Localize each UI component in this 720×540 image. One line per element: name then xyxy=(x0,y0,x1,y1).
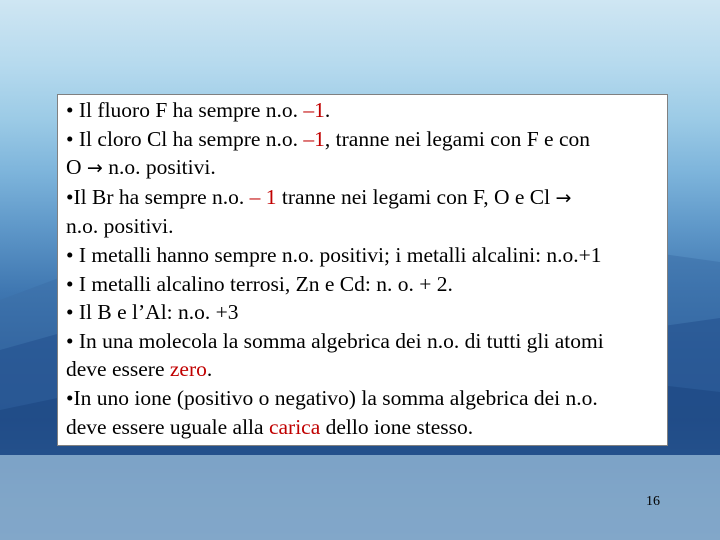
highlighted-value: –1 xyxy=(303,98,325,122)
bullet-molecola: • In una molecola la somma algebrica dei n.o. di tutti gli atomi xyxy=(66,328,604,353)
bullet-fluoro xyxy=(66,96,667,125)
bullet-ione-continued xyxy=(66,413,667,442)
right-arrow-icon: → xyxy=(555,186,572,209)
text-segment: . xyxy=(206,357,213,382)
slide-page-number: 16 xyxy=(646,494,660,509)
text-segment: O xyxy=(66,155,87,180)
bullet-boro-alluminio: • Il B e l’Al: n.o. +3 xyxy=(66,300,239,325)
bullet-metalli: • I metalli hanno sempre n.o. positivi; i metalli alcalini: n.o.+1 xyxy=(66,242,602,267)
text-segment: •Il Br ha sempre n.o. xyxy=(66,184,250,209)
bullet-alcalino-terrosi: • I metalli alcalino terrosi, Zn e Cd: n. o. + 2. xyxy=(66,271,453,296)
text-segment: dello ione stesso. xyxy=(320,414,474,439)
bullet-bromo-continued: n.o. positivi. xyxy=(66,214,174,239)
text-segment: , tranne nei legami con F e con xyxy=(324,126,590,151)
text-segment: • Il cloro Cl ha sempre n.o. xyxy=(66,126,304,151)
bullet-bromo xyxy=(66,183,667,213)
text-segment: tranne nei legami con F, O e Cl xyxy=(276,184,556,209)
text-segment: • Il fluoro F ha sempre n.o. xyxy=(66,98,304,122)
text-segment: . xyxy=(324,98,331,122)
text-segment: deve essere uguale alla xyxy=(66,414,269,439)
bullet-cloro-continued xyxy=(66,153,667,183)
content-text-box xyxy=(57,94,668,446)
bullet-molecola-continued xyxy=(66,355,667,384)
text-segment: deve essere xyxy=(66,357,170,382)
bullet-cloro xyxy=(66,125,667,154)
highlighted-value: –1 xyxy=(303,126,325,151)
text-segment: n.o. positivi. xyxy=(102,155,216,180)
highlighted-word: carica xyxy=(268,414,321,439)
right-arrow-icon: → xyxy=(86,157,103,180)
bullet-ione: •In uno ione (positivo o negativo) la somma algebrica dei n.o. xyxy=(66,385,598,410)
highlighted-value: – 1 xyxy=(249,184,277,209)
highlighted-word: zero xyxy=(169,357,207,382)
